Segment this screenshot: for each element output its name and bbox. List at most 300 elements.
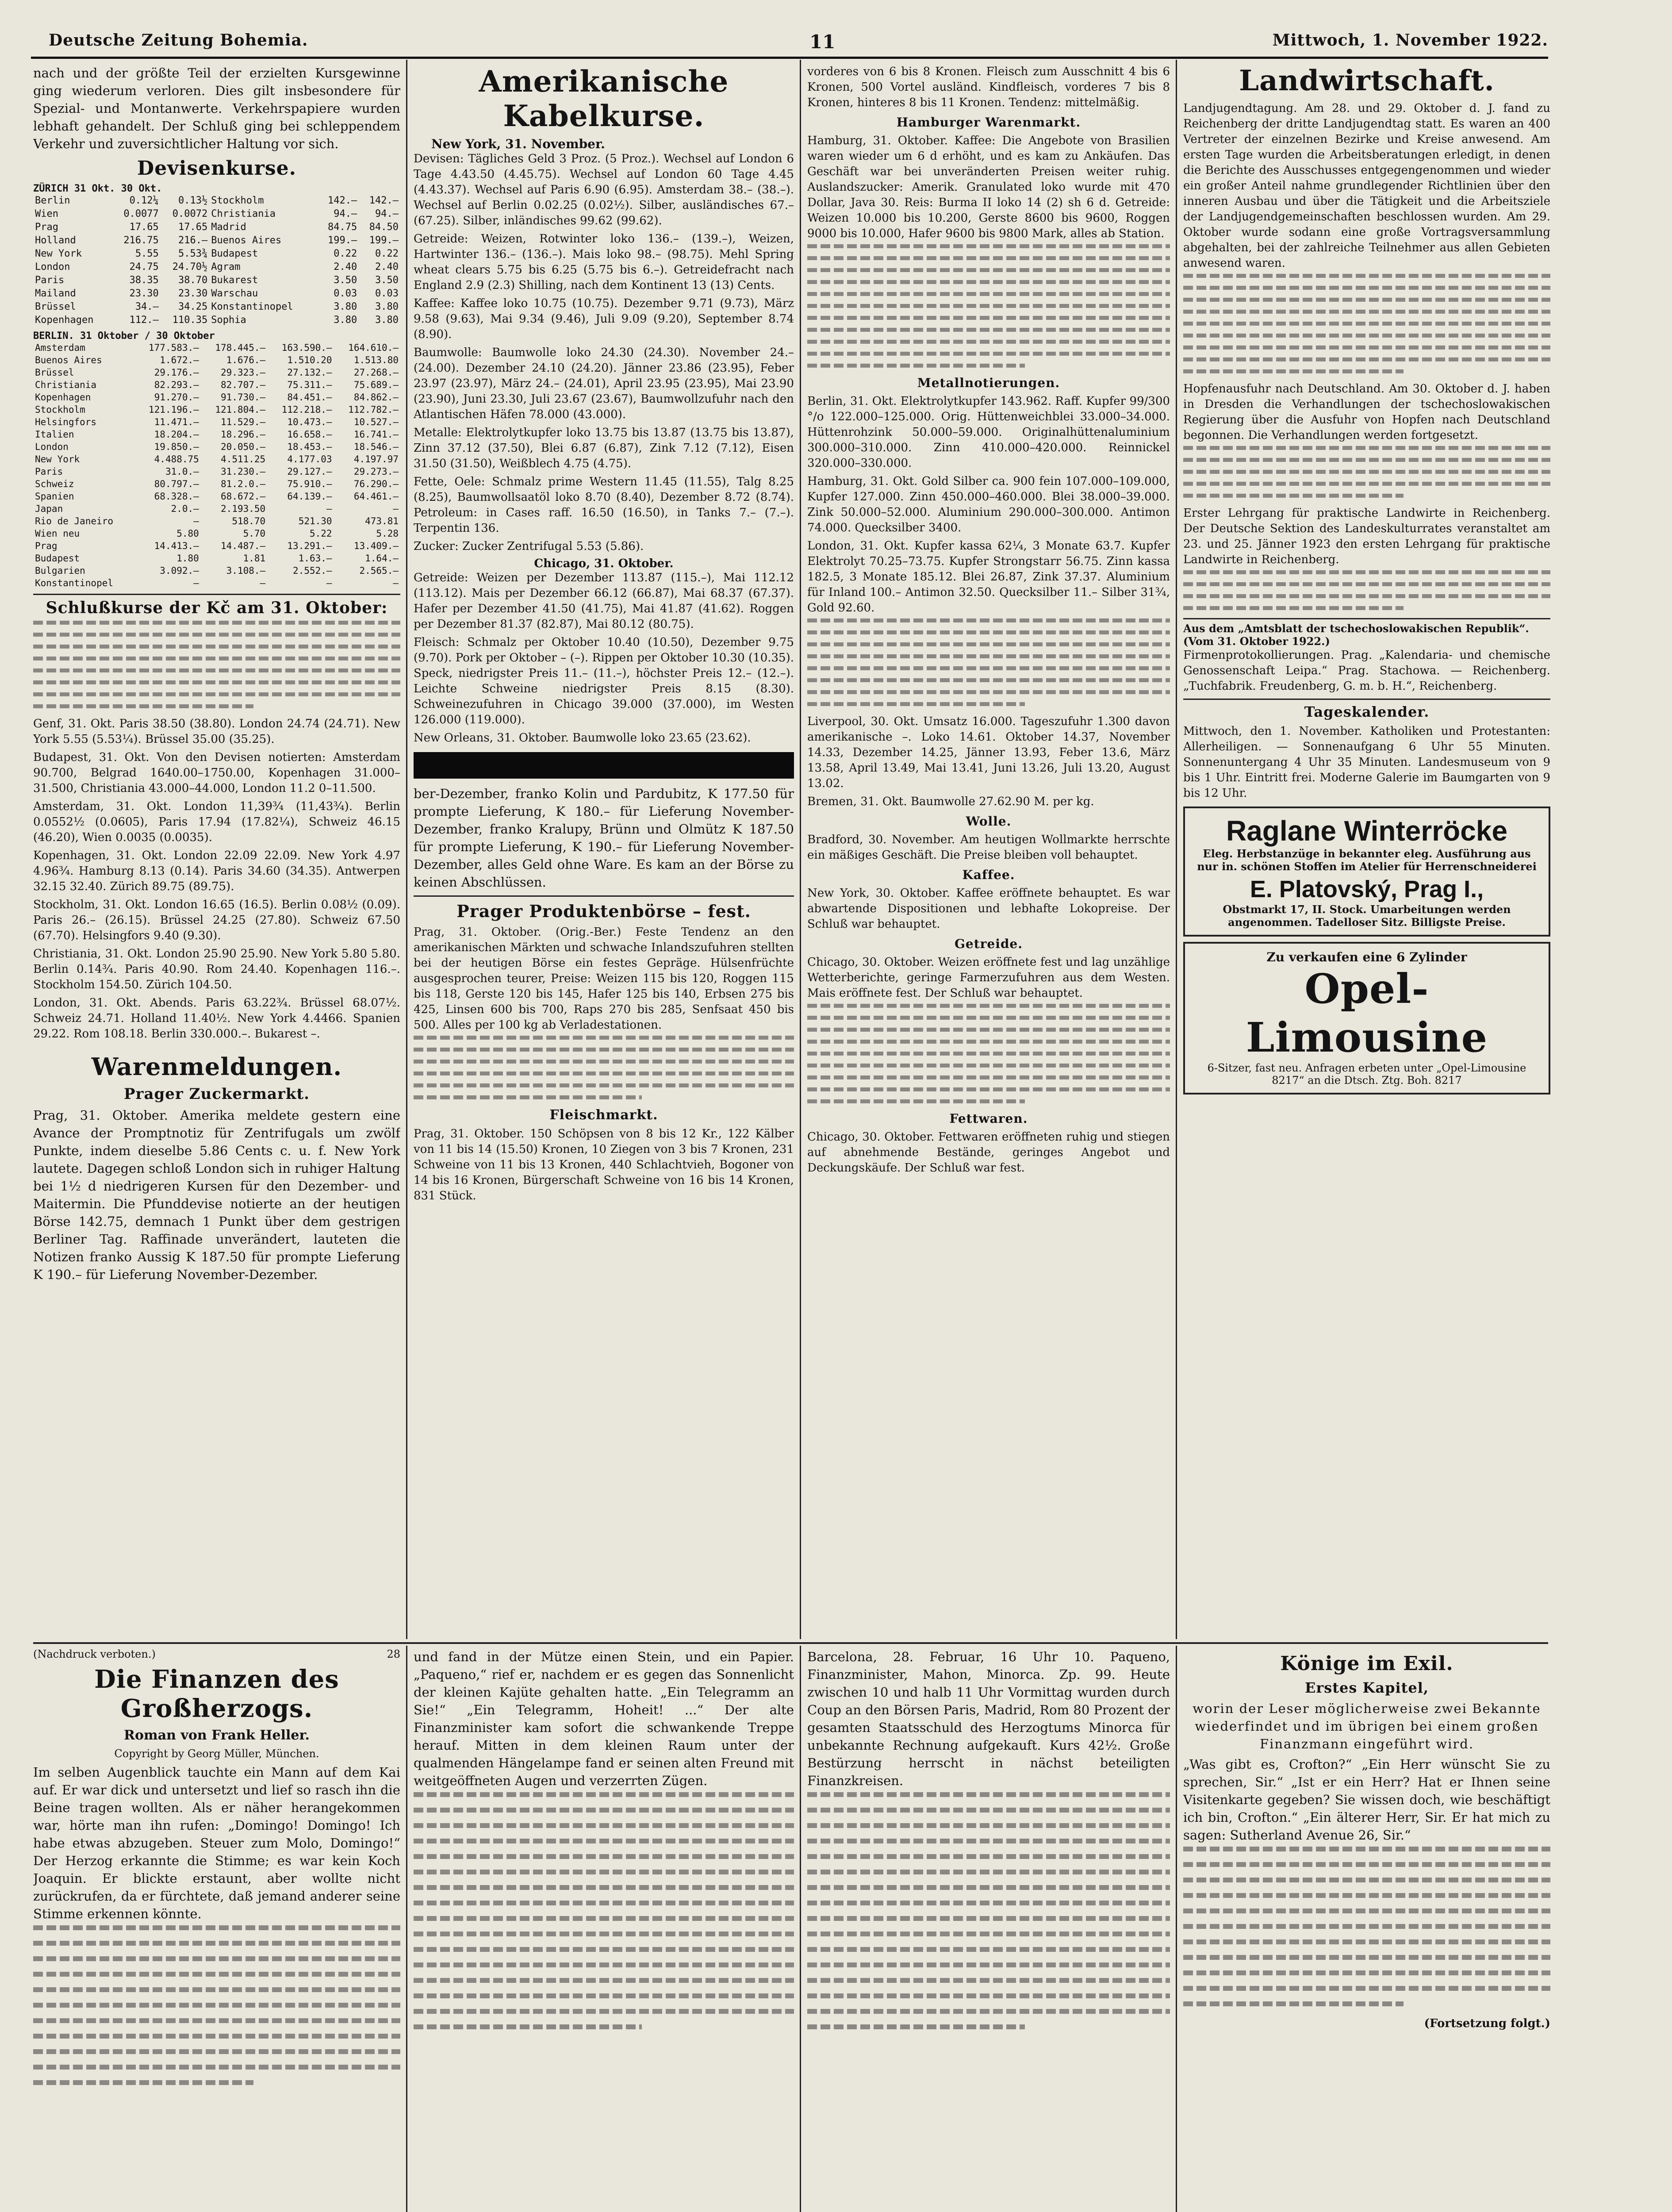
koenige-text: „Was gibt es, Crofton?“ „Ein Herr wünscht Sie zu sprechen, Sir.“ „Ist er ein Herr? Hat er Ihnen seine Visitenkarte gegeben? Sie wissen doch, wie beschäftigt ich bin, Crofton.“ „Ein älterer Herr, Sir. Er hat mich zu sagen: Sutherland Avenue 26, Sir.“ — [1183, 1757, 1550, 1843]
rate-cell: 0.13½ — [178, 195, 208, 206]
issue-date: Mittwoch, 1. November 1922. — [1272, 31, 1548, 50]
liverpool-text: Liverpool, 30. Okt. Umsatz 16.000. Tageszufuhr 1.300 davon amerikanische –. Loko 14.61. Oktober 14.37, November 14.33, Dezember 14.25, Jänner 13.93, Feber 13.6, März 13.58, April 13.49, Mai 13.41, Juni 13.26, Juli 13.20, August 13.02. — [807, 715, 1170, 790]
rate-cell: 34.25 — [178, 301, 208, 312]
rate-cell: 110.35 — [172, 315, 208, 326]
rate-cell: 94.– — [334, 208, 357, 219]
rate-cell: 13.409.– — [353, 541, 399, 551]
rate-row — [33, 366, 400, 379]
rate-cell: 81.2.0.– — [221, 479, 266, 489]
rate-cell: 18.296.– — [221, 429, 266, 440]
ad-raglane — [1183, 806, 1550, 937]
hamburger-heading: Hamburger Warenmarkt. — [896, 115, 1081, 130]
rate-cell: 2.565.– — [359, 565, 399, 576]
rate-cell: Spanien — [35, 491, 74, 502]
rate-cell: 68.328.– — [154, 491, 199, 502]
rate-cell: 11.529.– — [221, 417, 266, 427]
page-header — [31, 31, 1548, 58]
ad-opel-sub: 6-Sitzer, fast neu. Anfragen erbeten unter „Opel-Limousine 8217“ an die Dtsch. Ztg. Boh. 8217 — [1207, 1062, 1526, 1087]
berlin-caption: BERLIN. 31 Oktober / 30 Oktober — [33, 330, 215, 342]
rate-cell: 16.658.– — [287, 429, 332, 440]
market-intro: nach und der größte Teil der erzielten Kursgewinne ging wiederum verloren. Dies gilt insbesondere für Spezial- und Montanwerte. Verkehrspapiere wurden lebhaft gehandelt. Der Schluß ging bei schleppendem Verkehr und zuversichtlicher Haltung vor sich. — [33, 65, 400, 151]
rate-cell: 4.177.03 — [287, 454, 332, 465]
column-cables — [414, 64, 794, 1637]
rate-cell: 84.862.– — [353, 392, 399, 403]
rate-row — [33, 577, 400, 589]
novel-more — [33, 1925, 400, 2085]
koenige-chapter: Erstes Kapitel, — [1304, 1679, 1429, 1696]
rate-row — [33, 194, 400, 207]
rate-cell: 75.311.– — [287, 380, 332, 390]
city-quotes — [33, 716, 400, 1042]
bremen-text: Bremen, 31. Okt. Baumwolle 27.62.90 M. per kg. — [807, 795, 1094, 808]
devisen-heading: Devisenkurse. — [137, 157, 296, 180]
rate-cell: 112.218.– — [281, 404, 332, 415]
rate-cell: New York — [35, 454, 80, 465]
rate-cell: Brüssel — [35, 301, 76, 312]
rate-cell: – — [326, 578, 332, 588]
rate-cell: – — [193, 516, 199, 526]
column-divider — [1176, 60, 1177, 1639]
rate-cell: 2.552.– — [293, 565, 332, 576]
rate-cell: 199.– — [328, 235, 357, 246]
rate-cell: 1.676.– — [226, 355, 266, 365]
amtsblatt-text: Firmenprotokollierungen. Prag. „Kalendaria- und chemische Genossenschaft Leipa.“ Prag. Stachowa. — Reichenberg. „Tuchfabrik. Freudenberg, G. m. b. H.“, Reichenberg. — [1183, 649, 1550, 693]
metall-more — [807, 618, 1170, 706]
rate-cell: Italien — [35, 429, 74, 440]
kabel-baumwolle: Baumwolle: Baumwolle loko 24.30 (24.30). November 24.– (24.00). Dezember 24.10 (24.20). Jänner 23.86 (23.95), Feber 23.97 (23.97), März 24.– (24.01), April 23.95 (23.95), Mai 23.90 (23.90), Juni 23.30, Juli 23.67 (23.67), Baumwollzufuhr nach den Atlantischen Häfen 78.000 (43.000). — [414, 346, 794, 421]
rate-cell: 142.– — [328, 195, 357, 206]
kabel-devisen: Devisen: Tägliches Geld 3 Proz. (5 Proz.). Wechsel auf London 6 Tage 4.43.50 (4.45.75). Wechsel auf London 60 Tage 4.45 (4.43.37). Wechsel auf Paris 6.90 (6.95). Amsterdam 38.– (38.–). Wechsel auf Berlin 0.02.25 (0.02½). Silber, ausländisches 67.– (67.25). Silber, inländisches 99.62 (99.62). — [414, 152, 794, 227]
rate-cell: 0.03 — [334, 288, 357, 299]
city-quote: Christiania, 31. Okt. London 25.90 25.90. New York 5.80 5.80. Berlin 0.14¾. Paris 40.90. Rom 24.40. Kopenhagen 116.–. Stockholm 154.50. Zürich 104.50. — [33, 947, 400, 991]
rate-cell: 84.75 — [328, 222, 357, 233]
city-quote: Amsterdam, 31. Okt. London 11,39¾ (11,43¾). Berlin 0.0552½ (0.0605), Paris 17.94 (17.82¼), Schweiz 46.15 (46.20), Wien 0.0035 (0.0035). — [33, 800, 400, 844]
rate-cell: 3.80 — [375, 315, 399, 326]
rate-cell: 0.0072 — [172, 208, 208, 219]
hopfen-text: Hopfenausfuhr nach Deutschland. Am 30. Oktober d. J. haben in Dresden die Verhandlungen der tschechoslowakischen Regierung über die Ausfuhr von Hopfen nach Deutschland begonnen. Die Verhandlungen werden fortgesetzt. — [1183, 382, 1550, 442]
getreide-text: Chicago, 30. Oktober. Weizen eröffnete fest und lag unzählige Wetterberichte, geringe Farmerzufuhren aus dem Westen. Mais eröffnete fest. Der Schluß war behauptet. — [807, 956, 1170, 1000]
rate-cell: – — [326, 503, 332, 514]
rate-cell: 1.63.– — [298, 553, 332, 564]
kabel-dateline: New York, 31. November. — [431, 137, 605, 151]
rate-cell: 18.546.– — [353, 442, 399, 452]
rate-cell: Wien — [35, 208, 58, 219]
rate-cell: Warschau — [211, 288, 258, 299]
rate-cell: 178.445.– — [215, 342, 266, 353]
rate-cell: 4.197.97 — [353, 454, 399, 465]
rate-cell: 19.850.– — [154, 442, 199, 452]
rate-cell: 1.672.– — [160, 355, 199, 365]
rate-cell: 24.75 — [129, 261, 159, 273]
rate-cell: Paris — [35, 275, 65, 286]
ad-raglane-firm: E. Platovský, Prag I., — [1250, 876, 1484, 902]
rate-cell: Christiania — [35, 380, 97, 390]
rate-cell: 94.– — [375, 208, 399, 219]
rate-cell: Konstantinopel — [35, 578, 114, 588]
rate-cell: Stockholm — [211, 195, 264, 206]
rate-cell: 0.03 — [375, 288, 399, 299]
lehrgang-text: Erster Lehrgang für praktische Landwirte in Reichenberg. Der Deutsche Sektion des Landeskulturrates veranstaltet am 23. und 25. Jänner 1923 den ersten Lehrgang für praktische Landwirte in Reichenberg. — [1183, 507, 1550, 566]
berlin-rates-table — [33, 342, 400, 589]
rate-row — [33, 247, 400, 261]
fleisch-continued: vorderes von 6 bis 8 Kronen. Fleisch zum Ausschnitt 4 bis 6 Kronen, 500 Vortel ausländ. Kindfleisch, vorderes 7 bis 8 Kronen, hinteres 8 bis 11 Kronen. Tendenz: mittelmäßig. — [807, 65, 1170, 109]
zurich-caption: ZÜRICH 31 Okt. 30 Okt. — [33, 183, 162, 194]
kabel-fette: Fette, Oele: Schmalz prime Western 11.45 (11.55), Talg 8.25 (8.25), Baumwollsaatöl loko 8.70 (8.40), Dezember 8.72 (8.74). Petroleum: in Cases raff. 16.50 (16.50), in Tanks 7.– (7.–). Terpentin 136. — [414, 475, 794, 535]
rate-row — [33, 207, 400, 221]
rate-cell: 5.70 — [243, 528, 266, 539]
koenige-lead: worin der Leser möglicherweise zwei Bekannte wiederfindet und im übrigen bei einem großen Finanzmann eingeführt wird. — [1193, 1701, 1541, 1751]
rate-cell: 82.293.– — [154, 380, 199, 390]
rate-cell: 10.473.– — [287, 417, 332, 427]
rate-cell: 3.50 — [334, 275, 357, 286]
rate-cell: 3.80 — [334, 315, 357, 326]
rate-cell: Mailand — [35, 288, 76, 299]
metall-heading: Metallnotierungen. — [917, 376, 1060, 390]
fleischmarkt-text: Prag, 31. Oktober. 150 Schöpsen von 8 bis 12 Kr., 122 Kälber von 11 bis 14 (15.50) Kronen, 10 Ziegen von 3 bis 7 Kronen, 231 Schweine von 11 bis 13 Kronen, 440 Schlachtvieh, Bogoner von 14 bis 16 Kronen, Bürgerschaft Schweine von 16 bis 14 Kronen, 831 Stück. — [414, 1127, 794, 1202]
rate-cell: 0.22 — [375, 248, 399, 259]
rate-cell: 75.910.– — [287, 479, 332, 489]
rate-cell: 10.527.– — [353, 417, 399, 427]
rate-cell: 68.672.– — [221, 491, 266, 502]
ad-opel-pre: Zu verkaufen eine 6 Zylinder — [1266, 950, 1467, 964]
city-quote: Budapest, 31. Okt. Von den Devisen notierten: Amsterdam 90.700, Belgrad 1640.00–1750.00, Kopenhagen 31.000–31.500, Christiania 43.000–44.000, London 11.2 0–11.500. — [33, 751, 400, 795]
zuckermarkt-heading: Prager Zuckermarkt. — [123, 1085, 310, 1103]
rate-cell: 142.– — [369, 195, 399, 206]
rate-cell: 38.70 — [178, 275, 208, 286]
rate-cell: 177.583.– — [149, 342, 199, 353]
rate-cell: Helsingfors — [35, 417, 97, 427]
berlin-metall: Berlin, 31. Okt. Elektrolytkupfer 143.962. Raff. Kupfer 99/300 °/o 122.000–125.000. Orig. Hüttenweichblei 33.000–34.000. Hüttenrohzink 50.000–59.000. Originalhüttenaluminium 300.000–310.000. Zinn 410.000–420.000. Reinnickel 320.000–330.000. — [807, 395, 1170, 470]
chicago-fleisch: Fleisch: Schmalz per Oktober 10.40 (10.50), Dezember 9.75 (9.70). Pork per Oktober – (–). Rippen per Oktober 10.30 (10.35). Speck, niedrigster Preis 11.– (11.–), höchster Preis 12.– (12.–). Leichte Schweine niedrigster Preis 8.15 (8.30). Schweinezufuhren in Chicago 39.000 (37.000), im Westen 126.000 (119.000). — [414, 636, 794, 726]
schlusskurse-heading: Schlußkurse der Kč am 31. Oktober: — [33, 594, 400, 617]
produktenboerse-text: Prag, 31. Oktober. (Orig.-Ber.) Feste Tendenz an den amerikanischen Märkten und schwache Inlandszufuhren stellten bei der heutigen Börse ein festes Gepräge. Hülsenfrüchte ausgesprochen teurer, Preise: Weizen 115 bis 120, Roggen 115 bis 118, Gerste 120 bis 145, Hafer 125 bis 140, Erbsen 275 bis 425, Linsen 600 bis 700, Raps 270 bis 285, Senfsaat 450 bis 500. Alles per 100 kg ab Verladestationen. — [414, 926, 794, 1032]
rate-cell: 5.80 — [176, 528, 199, 539]
header-rule — [31, 57, 1548, 59]
city-quote: Kopenhagen, 31. Okt. London 22.09 22.09. New York 4.97 4.96¾. Hamburg 8.13 (0.14). Paris 34.60 (34.35). Antwerpen 32.15 32.40. Zürich 89.75 (89.75). — [33, 849, 400, 893]
rate-row — [33, 428, 400, 441]
amtsblatt-heading: Aus dem „Amtsblatt der tschechoslowakischen Republik“. (Vom 31. Oktober 1922.) — [1183, 618, 1550, 648]
rate-cell: 14.487.– — [221, 541, 266, 551]
kabel-metalle: Metalle: Elektrolytkupfer loko 13.75 bis 13.87 (13.75 bis 13.87), Zinn 37.12 (37.50), Blei 6.87 (6.87), Zink 7.12 (7.12), Eisen 31.50 (31.50), Weißblech 4.75 (4.75). — [414, 426, 794, 470]
rate-cell: 3.108.– — [226, 565, 266, 576]
rate-cell: 64.139.– — [287, 491, 332, 502]
rate-cell: Holland — [35, 235, 76, 246]
rate-cell: 31.0.– — [165, 466, 199, 477]
rate-cell: 75.689.– — [353, 380, 399, 390]
ad-raglane-address: Obstmarkt 17, II. Stock. Umarbeitungen werden angenommen. Tadelloser Sitz. Billigste Preise. — [1223, 903, 1511, 929]
rate-cell: 3.092.– — [160, 565, 199, 576]
rate-cell: 473.81 — [365, 516, 399, 526]
ad-opel — [1183, 942, 1550, 1094]
fettwaren-text: Chicago, 30. Oktober. Fettwaren eröffneten ruhig und stiegen auf abnehmende Bestände, geringes Angebot und Deckungskäufe. Der Schluß war fest. — [807, 1130, 1170, 1175]
rate-cell: 1.513.80 — [353, 355, 399, 365]
column-divider — [1176, 1646, 1177, 2212]
rate-cell: 91.730.– — [221, 392, 266, 403]
rate-cell: Christiania — [211, 208, 276, 219]
page-number: 11 — [809, 31, 836, 53]
rate-cell: 80.797.– — [154, 479, 199, 489]
city-quote: London, 31. Okt. Abends. Paris 63.22¾. Brüssel 68.07½. Schweiz 24.71. Holland 11.40½. New York 4.4466. Spanien 29.22. Rom 108.18. Berlin 330.000.–. Bukarest –. — [33, 996, 400, 1041]
rate-cell: Budapest — [35, 553, 80, 564]
rate-cell: 1.64.– — [365, 553, 399, 564]
rate-cell: Prag — [35, 541, 58, 551]
serial-number: 28 — [387, 1648, 400, 1660]
rate-cell: 29.323.– — [221, 367, 266, 378]
rate-cell: 3.80 — [375, 301, 399, 312]
censored-bar — [414, 752, 794, 779]
rate-cell: 3.80 — [334, 301, 357, 312]
rate-cell: 3.50 — [375, 275, 399, 286]
column-agriculture — [1183, 64, 1550, 1637]
rate-cell: 121.804.– — [215, 404, 266, 415]
hamburg-metall: Hamburg, 31. Okt. Gold Silber ca. 900 fein 107.000–109.000, Kupfer 127.000. Zinn 450.000–460.000. Blei 38.000–39.000. Zink 50.000–52.000. Aluminium 290.000–300.000. Antimon 74.000. Quecksilber 3400. — [807, 475, 1170, 534]
rate-cell: 5.22 — [309, 528, 332, 539]
feuilleton-col-4 — [1183, 1648, 1550, 2212]
rate-cell: Konstantinopel — [211, 301, 293, 312]
rate-cell: 521.30 — [298, 516, 332, 526]
rate-cell: 91.270.– — [154, 392, 199, 403]
rate-cell: 82.707.– — [221, 380, 266, 390]
wolle-heading: Wolle. — [966, 814, 1012, 829]
rate-cell: 2.0.– — [171, 503, 199, 514]
rate-row — [33, 342, 400, 354]
feuilleton-col-3 — [807, 1648, 1170, 2212]
rate-cell: 4.488.75 — [154, 454, 199, 465]
rate-row — [33, 478, 400, 490]
koenige-title: Könige im Exil. — [1280, 1652, 1453, 1675]
rate-cell: – — [393, 503, 399, 514]
rate-row — [33, 261, 400, 274]
koenige-more — [1183, 1847, 1550, 2006]
rate-cell: 18.204.– — [154, 429, 199, 440]
kaffee-text: New York, 30. Oktober. Kaffee eröffnete behauptet. Es war abwartende Dispositionen und lebhafte Lokopreise. Der Schluß war behauptet. — [807, 887, 1170, 931]
produktenboerse-more — [414, 1036, 794, 1099]
rate-row — [33, 503, 400, 515]
fortsetzung-note: (Fortsetzung folgt.) — [1424, 2017, 1550, 2030]
rate-cell: 38.35 — [129, 275, 159, 286]
novel-copyright: Copyright by Georg Müller, München. — [114, 1747, 319, 1760]
nachdruck-note: (Nachdruck verboten.) — [33, 1648, 156, 1660]
fettwaren-heading: Fettwaren. — [949, 1111, 1028, 1126]
rate-row — [33, 287, 400, 300]
getreide-more — [807, 1004, 1170, 1103]
masthead: Deutsche Zeitung Bohemia. — [49, 31, 308, 50]
feuilleton-col-2 — [414, 1648, 794, 2212]
rate-cell: 17.65 — [178, 222, 208, 233]
lehrgang-more — [1183, 570, 1550, 610]
rate-cell: 64.461.– — [353, 491, 399, 502]
rate-cell: 29.127.– — [287, 466, 332, 477]
rate-cell: 2.193.50 — [221, 503, 266, 514]
novel-text-2: und fand in der Mütze einen Stein, und ein Papier. „Paqueno,“ rief er, nachdem er es gegen das Sonnenlicht der kleinen Kajüte gehalten hatte. „Ein Telegramm an Sie!“ „Ein Telegramm, Hoheit! ...“ Der alte Finanzminister kam sofort die schwankende Treppe herauf. Mitten in dem kleinen Raum unter der qualmenden Hängelampe fand er seinen alten Freund mit weitgeöffneten Augen und verzerrten Zügen. — [414, 1649, 794, 1788]
rate-cell: – — [260, 578, 266, 588]
schlusskurse-text — [33, 621, 400, 708]
column-divider — [406, 1646, 407, 2212]
rate-cell: London — [35, 442, 69, 452]
rate-cell: Berlin — [35, 195, 70, 206]
rate-cell: 17.65 — [129, 222, 159, 233]
landwirtschaft-heading: Landwirtschaft. — [1239, 64, 1495, 97]
rate-row — [33, 314, 400, 327]
rate-row — [33, 300, 400, 314]
rate-cell: Buenos Aires — [211, 235, 282, 246]
rate-cell: Japan — [35, 503, 63, 514]
rate-cell: 1.81 — [243, 553, 266, 564]
rate-row — [33, 391, 400, 403]
rate-cell: Madrid — [211, 222, 246, 233]
rate-cell: 76.290.– — [353, 479, 399, 489]
rate-cell: 27.132.– — [287, 367, 332, 378]
kabel-kaffee: Kaffee: Kaffee loko 10.75 (10.75). Dezember 9.71 (9.73), März 9.58 (9.63), Mai 9.34 (9.46), Juli 9.09 (9.20), September 8.74 (8.90). — [414, 297, 794, 341]
novel-text-3: Barcelona, 28. Februar, 16 Uhr 10. Paqueno, Finanzminister, Mahon, Minorca. Zp. 99. Heute zwischen 10 und halb 11 Uhr Vormittag wurden durch Coup an den Börsen Paris, Madrid, Rom 80 Prozent der gesamten Staatsschuld des Herzogtums Minorca für unbekannte Rechnung aufgekauft. Kurs 42½. Große Bestürzung herrscht in nächst beteiligten Finanzkreisen. — [807, 1649, 1170, 1788]
zuckermarkt-text: Prag, 31. Oktober. Amerika meldete gestern eine Avance der Promptnotiz für Zentrifugals um zwölf Punkte, indem dieselbe 5.86 Cents c. u. f. New York lautete. Dagegen schloß London sich in ruhiger Haltung bei 1½ d niedrigeren Kursen für den Dezember- und Maitermin. Die Pfunddevise notierte an der heutigen Börse 142.75, demnach 1 Punkt über dem gestrigen Berliner Tag. Raffinade unverändert, lauteten die Notizen franko Aussig K 187.50 für prompte Lieferung K 190.– für Lieferung November-Dezember. — [33, 1108, 400, 1282]
rate-cell: Stockholm — [35, 404, 85, 415]
rate-row — [33, 354, 400, 366]
column-divider — [800, 60, 801, 1639]
column-finance — [33, 64, 400, 1637]
rate-cell: Kopenhagen — [35, 392, 91, 403]
novel-author: Roman von Frank Heller. — [124, 1728, 310, 1743]
rate-cell: – — [193, 578, 199, 588]
wolle-text: Bradford, 30. November. Am heutigen Wollmarkte herrschte ein mäßiges Geschäft. Die Preise bleiben voll behauptet. — [807, 833, 1170, 862]
rate-cell: Paris — [35, 466, 63, 477]
rate-cell: 34.– — [135, 301, 159, 312]
rate-row — [33, 274, 400, 287]
rate-cell: Wien neu — [35, 528, 80, 539]
rate-cell: Agram — [211, 261, 241, 273]
landjugend-text: Landjugendtagung. Am 28. und 29. Oktober d. J. fand zu Reichenberg der dritte Landjugendtag statt. Es waren an 400 Vertreter der einzelnen Bezirke und Kreise anwesend. Am ersten Tage wurden die Arbeitsberatungen erledigt, in denen die Berichte des Ausschusses entgegengenommen und wieder ein großer Anteil nahme grundlegender Richtlinien über den inneren Ausbau und über die Tätigkeit und die Arbeitsziele der Landjugendgemeinschaften beschlossen wurden. Am 29. Oktober wurde sodann eine große Vortragsversammlung abgehalten, bei der zahlreiche Teilnehmer aus allen Gebieten anwesend waren. — [1183, 102, 1550, 270]
rate-cell: 164.610.– — [348, 342, 399, 353]
hamburg-more — [807, 244, 1170, 368]
rate-cell: Sophia — [211, 315, 246, 326]
rate-cell: 14.413.– — [154, 541, 199, 551]
rate-cell: 84.451.– — [287, 392, 332, 403]
novel-title: Die Finanzen des Großherzogs. — [94, 1665, 339, 1723]
rate-row — [33, 379, 400, 391]
ad-raglane-title: Raglane Winterröcke — [1226, 815, 1508, 847]
landjugend-more — [1183, 274, 1550, 373]
rate-cell: 11.471.– — [154, 417, 199, 427]
fleischmarkt-heading: Fleischmarkt. — [549, 1107, 658, 1123]
rate-cell: 16.741.– — [353, 429, 399, 440]
rate-cell: 216.– — [178, 235, 208, 246]
rate-row — [33, 441, 400, 453]
chicago-getreide: Getreide: Weizen per Dezember 113.87 (115.–), Mai 112.12 (113.12). Mais per Dezember 66.12 (66.87), Mai 68.37 (67.37). Hafer per Dezember 41.50 (41.75), Mai 41.87 (41.62). Roggen per Dezember 81.37 (82.87), Mai 80.12 (80.75). — [414, 571, 794, 631]
rate-cell: New York — [35, 248, 82, 259]
rate-cell: Buenos Aires — [35, 355, 102, 365]
rate-cell: 112.– — [129, 315, 159, 326]
hopfen-more — [1183, 446, 1550, 498]
zurich-rates-table — [33, 194, 400, 327]
rate-row — [33, 453, 400, 465]
rate-cell: 0.22 — [334, 248, 357, 259]
rate-cell: 13.291.– — [287, 541, 332, 551]
rate-row — [33, 490, 400, 503]
rate-cell: – — [393, 578, 399, 588]
feuilleton-col-1 — [33, 1648, 400, 2212]
ad-opel-title: Opel-Limousine — [1246, 965, 1488, 1061]
rate-cell: 1.510.20 — [287, 355, 332, 365]
rate-row — [33, 552, 400, 565]
rate-cell: Rio de Janeiro — [35, 516, 114, 526]
rate-cell: 0.12¼ — [129, 195, 159, 206]
rate-row — [33, 527, 400, 540]
rate-cell: 23.30 — [129, 288, 159, 299]
novel-more-3 — [807, 1792, 1170, 2029]
city-quote: Stockholm, 31. Okt. London 16.65 (16.5). Berlin 0.08½ (0.09). Paris 26.– (26.15). Brüssel 24.25 (27.80). Schweiz 67.50 (67.70). Helsingfors 9.40 (9.30). — [33, 898, 400, 942]
rate-cell: 31.230.– — [221, 466, 266, 477]
rate-cell: 121.196.– — [149, 404, 199, 415]
rate-cell: 29.176.– — [154, 367, 199, 378]
ad-raglane-sub: Eleg. Herbstanzüge in bekannter eleg. Ausführung aus nur in. schönen Stoffen im Atelier für Herrenschneiderei — [1197, 847, 1537, 873]
getreide-heading: Getreide. — [954, 937, 1023, 951]
rate-cell: Schweiz — [35, 479, 74, 489]
rate-row — [33, 221, 400, 234]
rate-cell: Prag — [35, 222, 58, 233]
rate-cell: 4.511.25 — [221, 454, 266, 465]
rate-cell: 5.55 — [135, 248, 159, 259]
rate-cell: Brüssel — [35, 367, 74, 378]
produktenboerse-heading: Prager Produktenbörse – fest. — [414, 895, 794, 921]
rate-cell: 23.30 — [178, 288, 208, 299]
new-orleans: New Orleans, 31. Oktober. Baumwolle loko 23.65 (23.62). — [414, 731, 751, 745]
feuilleton-rule — [33, 1642, 1548, 1644]
rate-cell: 20.050.– — [221, 442, 266, 452]
rate-cell: 18.453.– — [287, 442, 332, 452]
hamburg-text: Hamburg, 31. Oktober. Kaffee: Die Angebote von Brasilien waren wieder um 6 d erhöht, und es kam zu Ankäufen. Das Geschäft war bei unveränderten Preisen weiter ruhig. Auslandszucker: Amerik. Granulated loko wurde mit 470 Dollar, Java 30. Reis: Burma II loko 14 (2) sh 6 d. Getreide: Weizen 10.000 bis 10.200, Gerste 8600 bis 9600, Roggen 9000 bis 10.000, Hafer 9600 bis 9800 Mark, alles ab Station. — [807, 134, 1170, 240]
tageskalender-heading: Tageskalender. — [1183, 699, 1550, 720]
rate-cell: 1.80 — [176, 553, 199, 564]
warenmeldungen-heading: Warenmeldungen. — [91, 1052, 342, 1081]
rate-cell: London — [35, 261, 70, 273]
rate-cell: Budapest — [211, 248, 258, 259]
kaffee-heading: Kaffee. — [962, 868, 1015, 882]
rate-cell: 2.40 — [334, 261, 357, 273]
column-markets — [807, 64, 1170, 1637]
column-divider — [800, 1646, 801, 2212]
chicago-dateline: Chicago, 31. Oktober. — [534, 557, 674, 570]
rate-row — [33, 234, 400, 247]
tageskalender-text: Mittwoch, den 1. November. Katholiken und Protestanten: Allerheiligen. — Sonnenaufgang 6 Uhr 55 Minuten. Sonnenuntergang 4 Uhr 35 Minuten. Landesmuseum von 9 bis 1 Uhr. Eintritt frei. Moderne Galerie im Baumgarten von 9 bis 12 Uhr. — [1183, 725, 1550, 800]
city-quote: Genf, 31. Okt. Paris 38.50 (38.80). London 24.74 (24.71). New York 5.55 (5.53¼). Brüssel 35.00 (35.25). — [33, 717, 400, 746]
zucker-continued: ber-Dezember, franko Kolin und Pardubitz, K 177.50 für prompte Lieferung, K 180.– für Lieferung November-Dezember, franko Kralupy, Brünn und Olmütz K 187.50 für prompte Lieferung, K 190.– für Lieferung November-Dezember, alles Geld ohne Ware. Es kam an der Börse zu keinen Abschlüssen. — [414, 786, 794, 890]
rate-cell: Bukarest — [211, 275, 258, 286]
rate-cell: 24.70½ — [172, 261, 208, 273]
rate-row — [33, 565, 400, 577]
rate-cell: 27.268.– — [353, 367, 399, 378]
london-metall: London, 31. Okt. Kupfer kassa 62¼, 3 Monate 63.7. Kupfer Elektrolyt 70.25–73.75. Kupfer Strongstarr 56.75. Zinn kassa 182.5, 3 Monate 185.12. Blei 26.87, Zink 37.37. Aluminium für Inland 100.– Antimon 32.50. Quecksilber 11.– Silber 31¾, Gold 92.60. — [807, 539, 1170, 614]
feuilleton-meta — [33, 1648, 400, 1660]
rate-cell: Bulgarien — [35, 565, 85, 576]
rate-row — [33, 540, 400, 552]
rate-cell: 518.70 — [232, 516, 266, 526]
rate-cell: 112.782.– — [348, 404, 399, 415]
rate-cell: 2.40 — [375, 261, 399, 273]
rate-row — [33, 403, 400, 416]
novel-more-2 — [414, 1792, 794, 2029]
kabel-getreide: Getreide: Weizen, Rotwinter loko 136.– (139.–), Weizen, Hartwinter 136.– (136.–). Mais loko 98.– (98.75). Mehl Spring wheat clears 5.75 bis 6.25 (5.75 bis 6.–). Getreidefracht nach England 2.9 (2.3) Shilling, nach dem Kontinent 13 (13) Cents. — [414, 232, 794, 292]
rate-cell: 5.53¾ — [178, 248, 208, 259]
rate-cell: Kopenhagen — [35, 315, 94, 326]
rate-cell: 216.75 — [123, 235, 159, 246]
rate-row — [33, 465, 400, 478]
rate-cell: 84.50 — [369, 222, 399, 233]
rate-cell: 29.273.– — [353, 466, 399, 477]
rate-cell: 5.28 — [376, 528, 399, 539]
rate-cell: 199.– — [369, 235, 399, 246]
column-divider — [406, 60, 407, 1639]
rate-cell: 163.590.– — [281, 342, 332, 353]
